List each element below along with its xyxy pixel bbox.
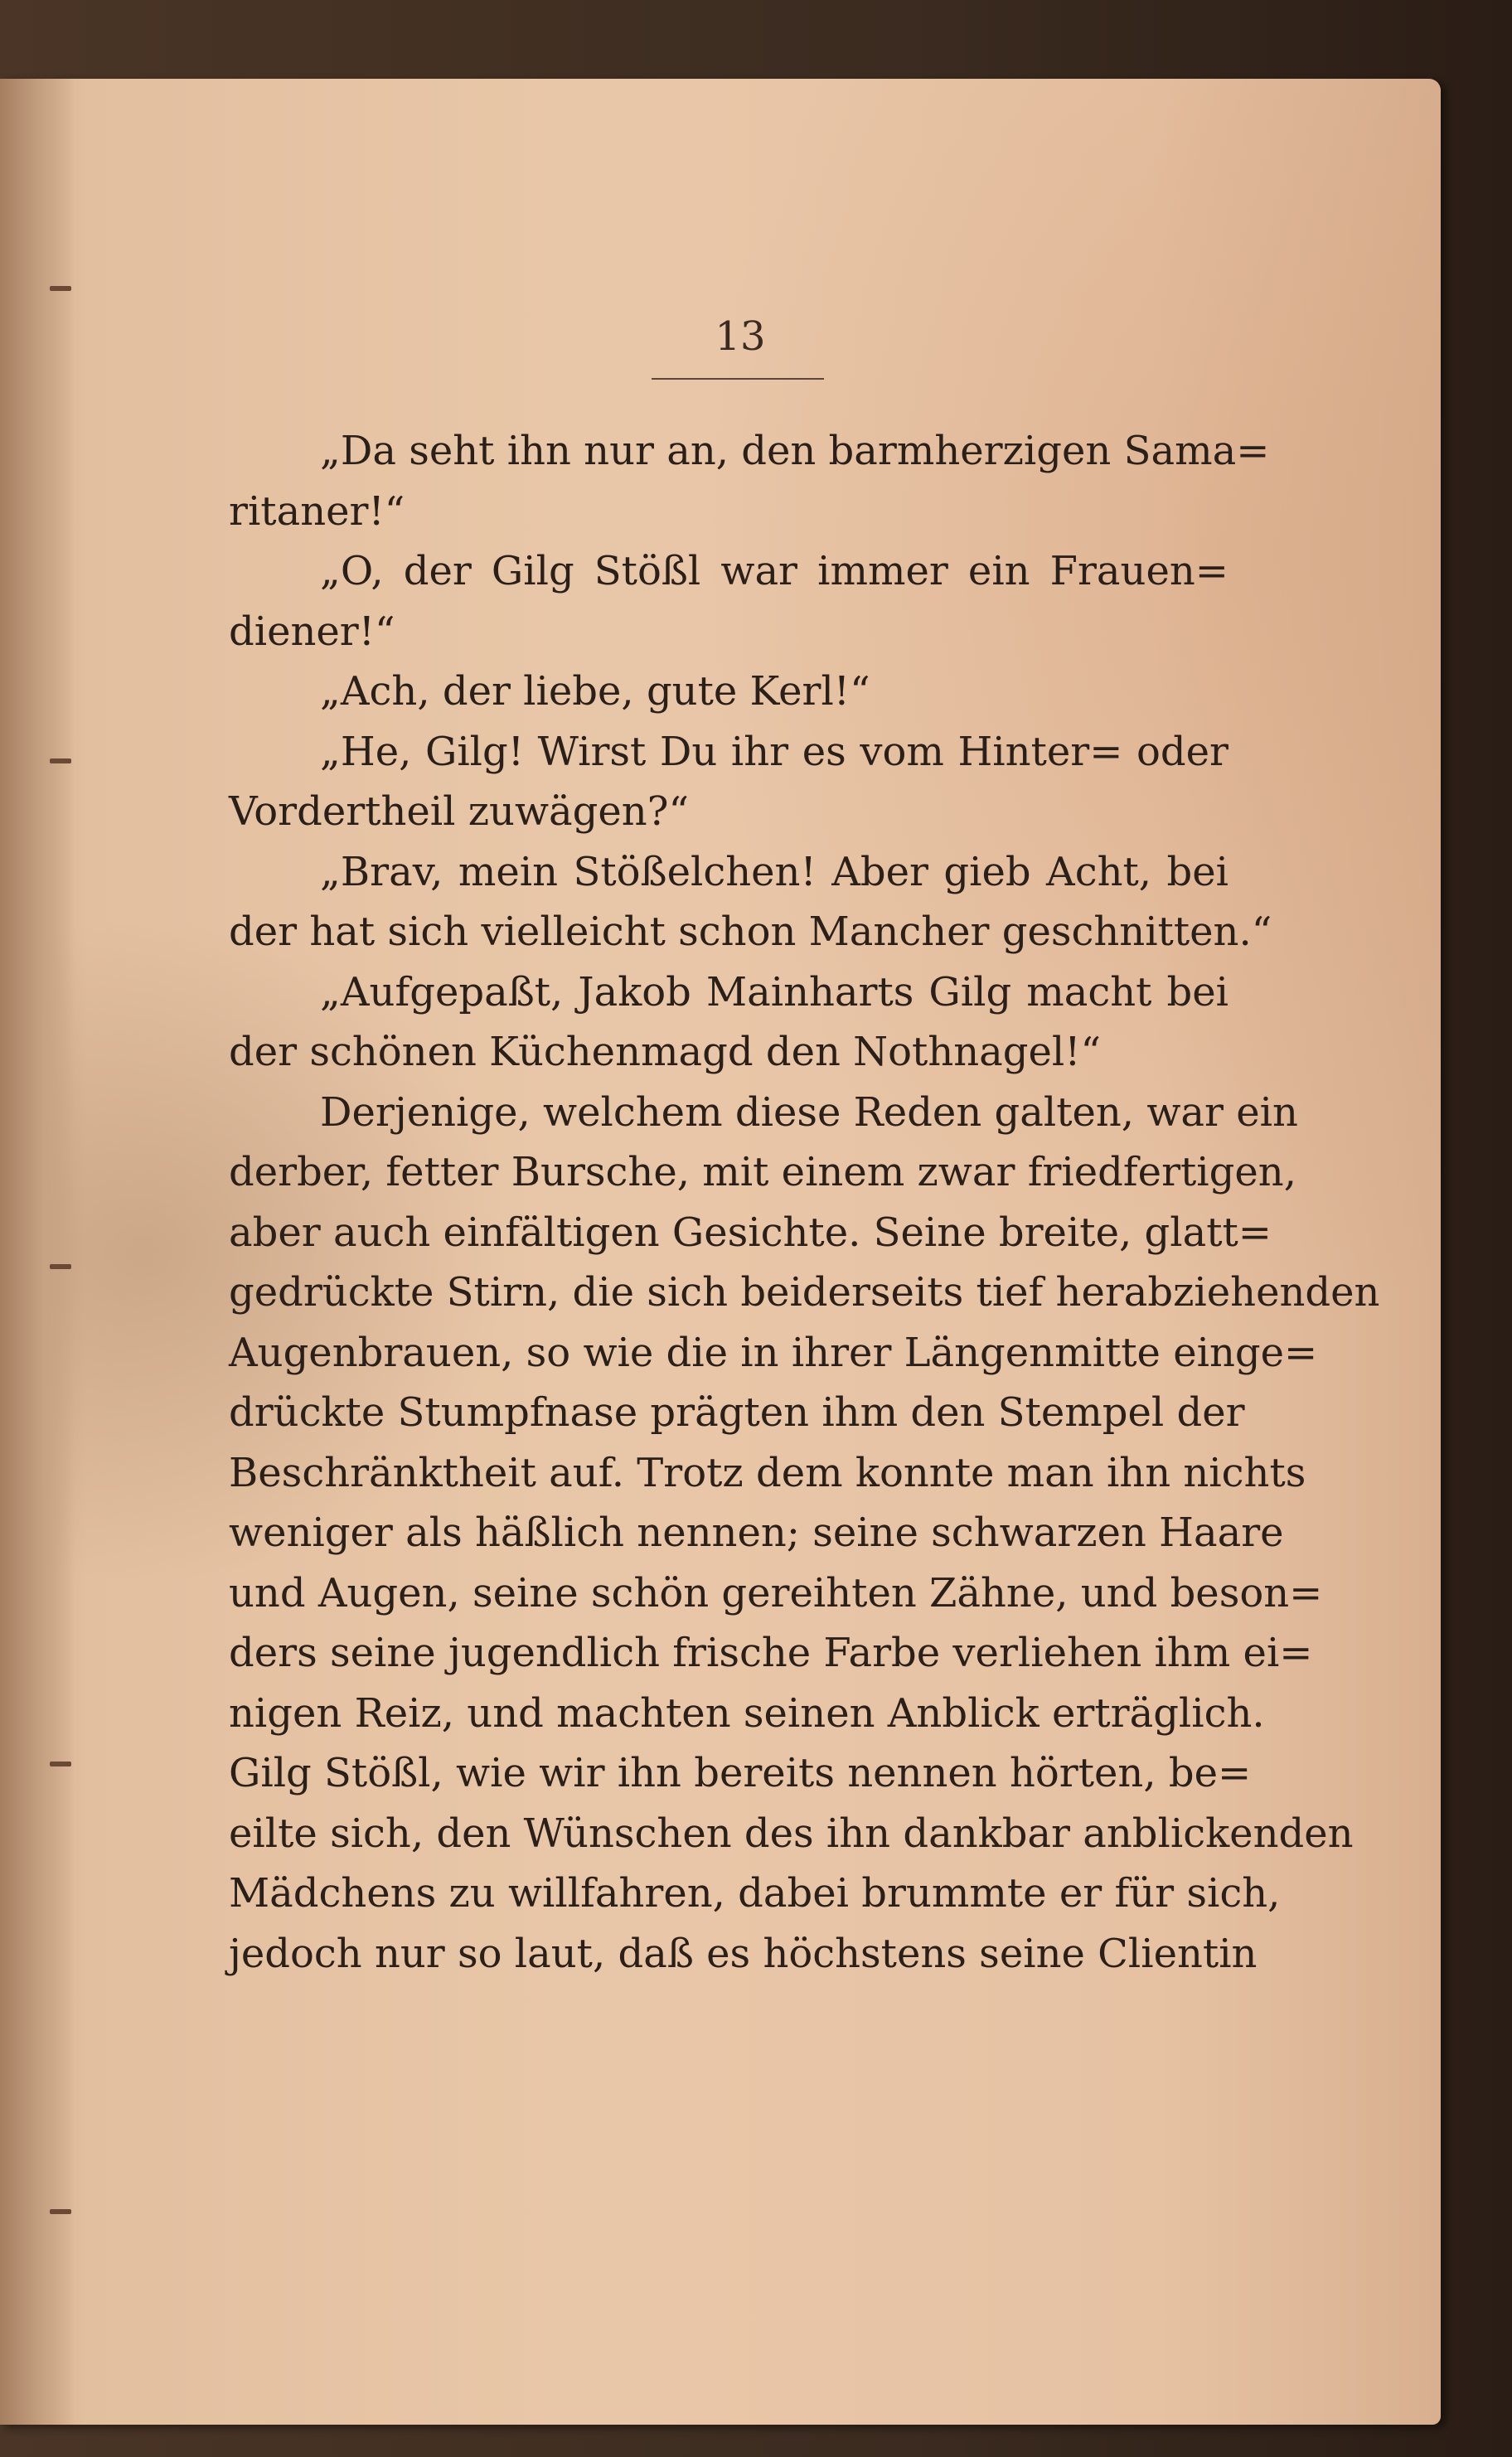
text-line: aber auch einfältigen Gesichte. Seine breite, glatt= — [229, 1209, 1272, 1256]
text-line: eilte sich, den Wünschen des ihn dankbar anblickenden — [229, 1810, 1354, 1857]
text-line: gedrückte Stirn, die sich beiderseits tief herabziehenden — [229, 1269, 1380, 1316]
text-line: „Ach, der liebe, gute Kerl!“ — [320, 668, 870, 715]
text-line: ders seine jugendlich frische Farbe verliehen ihm ei= — [229, 1630, 1313, 1676]
page-number: 13 — [715, 313, 766, 360]
text-line: „Aufgepaßt, Jakob Mainharts Gilg macht bei — [320, 968, 1228, 1015]
binding-stitch — [50, 286, 71, 291]
text-line: Beschränktheit auf. Trotz dem konnte man ihn nichts — [229, 1449, 1306, 1496]
text-line: Gilg Stößl, wie wir ihn bereits nennen hörten, be= — [229, 1750, 1252, 1796]
text-line: „O, der Gilg Stößl war immer ein Frauen= — [320, 548, 1228, 594]
binding-stitch — [50, 2209, 71, 2214]
text-line: weniger als häßlich nennen; seine schwarzen Haare — [229, 1510, 1284, 1556]
text-line: Vordertheil zuwägen?“ — [229, 788, 689, 835]
text-line: derber, fetter Bursche, mit einem zwar friedfertigen, — [229, 1149, 1296, 1195]
text-line: jedoch nur so laut, daß es höchstens seine Clientin — [229, 1930, 1258, 1977]
text-line: Derjenige, welchem diese Reden galten, war ein — [320, 1088, 1298, 1136]
binding-stitch — [50, 1762, 71, 1766]
page-binding-edge — [0, 79, 75, 2425]
text-line: Augenbrauen, so wie die in ihrer Längenmitte einge= — [229, 1329, 1318, 1376]
binding-stitch — [50, 758, 71, 763]
text-line: und Augen, seine schön gereihten Zähne, und beson= — [229, 1569, 1323, 1616]
text-line: „He, Gilg! Wirst Du ihr es vom Hinter= oder — [320, 728, 1228, 775]
body-text — [229, 421, 1380, 1984]
text-line: nigen Reiz, und machten seinen Anblick erträglich. — [229, 1689, 1265, 1737]
binding-stitch — [50, 1264, 71, 1269]
text-line: diener!“ — [229, 608, 395, 655]
text-line: der hat sich vielleicht schon Mancher geschnitten.“ — [229, 909, 1272, 955]
text-line: ritaner!“ — [229, 487, 405, 535]
text-line: „Brav, mein Stößelchen! Aber gieb Acht, bei — [320, 848, 1228, 895]
text-line: Mädchens zu willfahren, dabei brummte er für sich, — [229, 1870, 1281, 1917]
text-line: „Da seht ihn nur an, den barmherzigen Sama= — [320, 428, 1270, 474]
header-rule — [652, 378, 824, 380]
text-line: der schönen Küchenmagd den Nothnagel!“ — [229, 1029, 1102, 1075]
text-line: drückte Stumpfnase prägten ihm den Stempel der — [229, 1389, 1245, 1436]
